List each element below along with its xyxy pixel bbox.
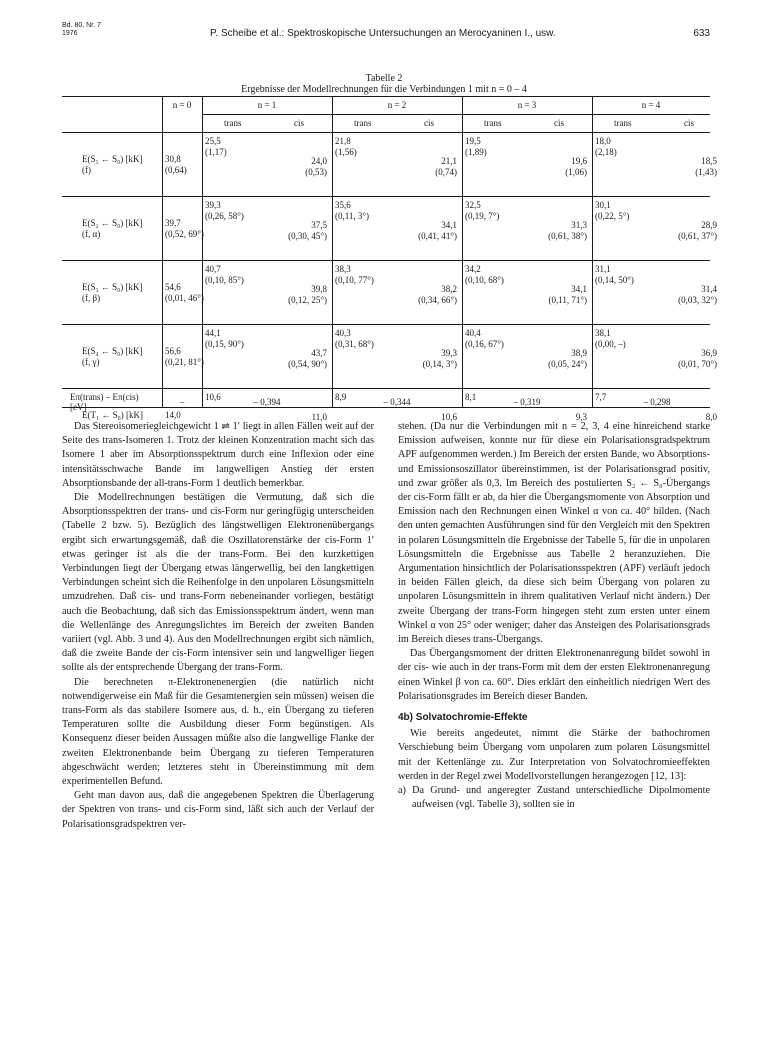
table-cell: 31,3	[571, 220, 587, 230]
table-cell: 25,5	[205, 136, 221, 146]
subheader-cis: cis	[294, 118, 304, 128]
paragraph: Wie bereits angedeutet, nimmt die Stärke der bathochromen Verschiebung beim Übergang vom unpolaren zum polaren Lösungsmittel mit der Kettenlänge zu. Zur Interpretation von Solvatochromieeffekten werden in der Regel zwei Modellvorstellungen herangezogen [12, 13]:	[398, 728, 710, 782]
column-header: n = 2	[387, 100, 407, 110]
table-cell: 19,5	[465, 136, 481, 146]
results-table	[62, 96, 717, 422]
right-text-column	[398, 420, 710, 812]
table-cell: (0,10, 68°)	[465, 275, 504, 285]
table-cell: 35,6	[335, 200, 351, 210]
table-cell: 39,8	[311, 284, 327, 294]
subheader-trans: trans	[484, 118, 502, 128]
table-cell: 40,7	[205, 264, 221, 274]
table-rule	[62, 388, 710, 389]
table-cell: (0,21, 81°)	[165, 357, 204, 367]
table-cell: 38,3	[335, 264, 351, 274]
table-rule	[62, 324, 710, 325]
table-cell: (1,17)	[205, 147, 227, 157]
journal-volume: Bd. 80, Nr. 7 1976	[62, 22, 101, 37]
table-cell: 32,5	[465, 200, 481, 210]
table-cell: (0,64)	[165, 165, 187, 175]
table-cell: – 0,298	[643, 397, 671, 407]
table-rule	[62, 260, 710, 261]
table-rule	[62, 96, 710, 97]
subheader-cis: cis	[684, 118, 694, 128]
table-cell: (0,14, 50°)	[595, 275, 634, 285]
table-cell: (0,10, 77°)	[335, 275, 374, 285]
row-sublabel: (f, γ)	[82, 357, 100, 367]
table-cell: –	[179, 397, 185, 407]
table-cell: (0,11, 71°)	[548, 295, 587, 305]
table-cell: 10,6	[441, 412, 457, 422]
table-cell: (0,12, 25°)	[288, 295, 327, 305]
paragraph: stehen. (Da nur die Verbindungen mit n = 2, 3, 4 eine hinreichend starke Emission aufweisen, konnte nur für diese ein Polarisationsgradspektrum APF aufgenommen werden.) Im Bereich der ersten Bande, wo Absorptions- und Emissionsoszillator übereinstimmen, ist der Polarisationsgrad positiv, und zwar größer als 0,3. Im Bereich des postulierten S₂ ← S₀-Übergangs der cis-Form fällt er ab, da hier die Übergangsmomente von Absorption und Emission nach den Rechnungen einen Winkel α von ca. 40° bilden. (Nach den unten gemachten Ausführungen sind für den Vergleich mit den Spektren in polaren Lösungsmitteln die Ergebnisse der Tabelle 5, für die in unpolaren Lösungsmitteln die Ergebnisse aus Tabelle 2 heranzuziehen. Die Argumentation hinsichtlich der Polarisationsspektren (APF) verläuft jedoch in beiden Fällen gleich, da diese sich beim Übergang von polaren zu unpolaren Lösungsmitteln in ihrem qualitativen Verlauf nicht ändern.) Der zweite Übergang der trans-Form hingegen steht zum ersten unter einem Winkel α von 25° oder weniger; daher das Ansteigen des Polarisationsgrads im Bereich dieses trans-Übergangs.	[398, 421, 710, 646]
table-cell: – 0,344	[383, 397, 411, 407]
table-cell: (0,52, 69°)	[165, 229, 204, 239]
section-heading: 4b) Solvatochromie-Effekte	[398, 712, 528, 724]
table-cell: (0,16, 67°)	[465, 339, 504, 349]
column-header: n = 0	[172, 100, 192, 110]
row-label: E(S₃ ← S₀) [kK]	[82, 282, 143, 292]
table-cell: 56,6	[165, 346, 181, 356]
table-cell: 28,9	[701, 220, 717, 230]
table-cell: 39,7	[165, 218, 181, 228]
table-cell: 18,5	[701, 156, 717, 166]
subheader-cis: cis	[554, 118, 564, 128]
table-cell: 43,7	[311, 348, 327, 358]
table-cell: (0,01, 70°)	[678, 359, 717, 369]
table-cell: (0,11, 3°)	[335, 211, 370, 221]
row-sublabel: (f, α)	[82, 229, 101, 239]
table-rule	[162, 96, 163, 407]
table-cell: 37,5	[311, 220, 327, 230]
table-cell: (0,14, 3°)	[422, 359, 457, 369]
table-cell: 8,9	[335, 392, 347, 402]
table-cell: (0,54, 90°)	[288, 359, 327, 369]
running-title: P. Scheibe et al.: Spektroskopische Untersuchungen an Merocyaninen I., usw.	[210, 28, 556, 39]
table-cell: 9,3	[575, 412, 587, 422]
row-sublabel: (f, β)	[82, 293, 101, 303]
row-label: E(T₁ ← S₀) [kK]	[82, 410, 144, 420]
table-cell: (1,89)	[465, 147, 487, 157]
table-cell: (0,01, 46°)	[165, 293, 204, 303]
table-cell: (0,05, 24°)	[548, 359, 587, 369]
row-label: Eπ(trans) – Eπ(cis)	[70, 392, 139, 402]
table-cell: 31,1	[595, 264, 611, 274]
table-cell: 8,0	[705, 412, 717, 422]
table-cell: 36,9	[701, 348, 717, 358]
table-cell: (1,56)	[335, 147, 357, 157]
column-header: n = 4	[641, 100, 661, 110]
table-cell: – 0,319	[513, 397, 541, 407]
table-cell: (2,18)	[595, 147, 617, 157]
column-header: n = 1	[257, 100, 277, 110]
table-cell: – 0,394	[253, 397, 281, 407]
table-cell: 38,2	[441, 284, 457, 294]
row-sublabel: [eV]	[70, 402, 87, 412]
table-cell: 21,8	[335, 136, 351, 146]
paragraph: Die berechneten π-Elektronenenergien (die natürlich nicht notwendigerweise ein Maß für die Gesamtenergien sein müssen) weisen die trans-Form als das stabilere Isomere aus, d. h., ein Übergang zu tieferen Temperaturen sollte die Ausbildung dieser Form begünstigen. Als Konsequenz dieser beiden Aussagen müßte also die langwellige Flanke der zweiten Elektronenbande beim Übergang zu tieferen Temperaturen abgeschwächt werden; letzteres steht in Übereinstimmung mit dem experimentellen Befund.	[62, 676, 374, 788]
table-cell: (0,00, –)	[595, 339, 626, 349]
table-cell: 7,7	[595, 392, 607, 402]
table-cell: (1,43)	[695, 167, 717, 177]
row-label: E(S₁ ← S₀) [kK]	[82, 154, 143, 164]
paragraph: Das Stereoisomeriegleichgewicht 1 ⇌ 1′ liegt in allen Fällen weit auf der Seite des trans-Isomeren 1. Trotz der kleinen Konzentration macht sich das Isomere 1 aber im Absorptionsspektrum durch eine Inflexion oder eine intensitätsschwache Bande im langwelligen Anstieg der ersten Absorptionsbande der all-trans-Form 1 deutlich bemerkbar.	[62, 421, 374, 489]
table-cell: 40,4	[465, 328, 481, 338]
table-rule	[62, 132, 710, 133]
subheader-trans: trans	[614, 118, 632, 128]
table-cell: (0,53)	[305, 167, 327, 177]
table-cell: 24,0	[311, 156, 327, 166]
left-text-column	[62, 420, 374, 832]
row-sublabel: (f)	[82, 165, 91, 175]
table-cell: (0,03, 32°)	[678, 295, 717, 305]
table-cell: 19,6	[571, 156, 587, 166]
table-cell: (0,10, 85°)	[205, 275, 244, 285]
table-cell: 54,6	[165, 282, 181, 292]
subheader-cis: cis	[424, 118, 434, 128]
table-title: Tabelle 2	[365, 73, 403, 84]
row-label: E(S₂ ← S₀) [kK]	[82, 218, 143, 228]
table-cell: 34,2	[465, 264, 481, 274]
table-cell: (0,22, 5°)	[595, 211, 630, 221]
table-caption: Ergebnisse der Modellrechnungen für die Verbindungen 1 mit n = 0 – 4	[241, 84, 527, 95]
table-cell: (0,74)	[435, 167, 457, 177]
table-cell: 38,9	[571, 348, 587, 358]
table-cell: 18,0	[595, 136, 611, 146]
table-cell: 30,8	[165, 154, 181, 164]
table-cell: 39,3	[441, 348, 457, 358]
table-cell: 34,1	[571, 284, 587, 294]
table-cell: 21,1	[441, 156, 457, 166]
row-label: E(S₄ ← S₀) [kK]	[82, 346, 143, 356]
table-rule	[202, 114, 710, 115]
subheader-trans: trans	[224, 118, 242, 128]
table-cell: (0,34, 66°)	[418, 295, 457, 305]
table-cell: (0,15, 90°)	[205, 339, 244, 349]
table-cell: 8,1	[465, 392, 477, 402]
table-cell: 34,1	[441, 220, 457, 230]
table-cell: (1,06)	[565, 167, 587, 177]
table-rule	[62, 196, 710, 197]
table-cell: (0,61, 38°)	[548, 231, 587, 241]
table-cell: (0,31, 68°)	[335, 339, 374, 349]
table-cell: 10,6	[205, 392, 221, 402]
table-cell: (0,41, 41°)	[418, 231, 457, 241]
subheader-trans: trans	[354, 118, 372, 128]
table-cell: 38,1	[595, 328, 611, 338]
table-cell: 30,1	[595, 200, 611, 210]
paragraph: Geht man davon aus, daß die angegebenen Spektren die Überlagerung der Spektren von trans- und cis-Form sind, läßt sich auch der Verlauf der Polarisationsgradspektren ver-	[62, 790, 374, 830]
table-cell: 44,1	[205, 328, 221, 338]
running-header	[62, 22, 710, 46]
table-cell: (0,19, 7°)	[465, 211, 500, 221]
table-cell: (0,30, 45°)	[288, 231, 327, 241]
list-item: a) Da Grund- und angeregter Zustand unterschiedliche Dipolmomente aufweisen (vgl. Tabelle 3), sollten sie in	[398, 785, 710, 811]
paragraph: Die Modellrechnungen bestätigen die Vermutung, daß sich die Absorptionsspektren der trans- und cis-Form nur geringfügig unterscheiden (Tabelle 2 bzw. 5). Bezüglich des längstwelligen Elektronenübergangs ergibt sich erwartungsgemäß, daß die Oszillatorenstärke der cis-Form 1′ etwas geringer ist als die der trans-Form. Bei den kurzkettigen Verbindungen liegt der Übergang etwas längerwellig, bei den langkettigen Verbindungen scheint sich die Reihenfolge in den unpolaren Lösungsmitteln umzudrehen. Daß cis- und trans-Form nebeneinander vorliegen, bestätigt auch die Beobachtung, daß sich das Emissionsspektrum ändert, wenn man die Wellenlänge des Anregungslichtes im Bereich der zweiten Banden variiert (vgl. Abb. 3 und 4). Aus den Modellrechnungen ergibt sich nämlich, daß die zweite Bande der cis-Form intensiver sein und langwelliger liegen sollte als der entsprechende Übergang der trans-Form.	[62, 492, 374, 674]
table-cell: 11,0	[311, 412, 327, 422]
paragraph: Das Übergangsmoment der dritten Elektronenanregung bildet sowohl in der cis- wie auch in der trans-Form mit dem der ersten Elektronenanregung einen Winkel β von ca. 60°. Dies erklärt den einheitlich niedrigen Wert des Polarisationsgrades im Bereich dieser Banden.	[398, 648, 710, 702]
table-cell: 31,4	[701, 284, 717, 294]
table-cell: 40,3	[335, 328, 351, 338]
table-cell: 39,3	[205, 200, 221, 210]
table-cell: (0,61, 37°)	[678, 231, 717, 241]
page-number: 633	[693, 28, 710, 39]
column-header: n = 3	[517, 100, 537, 110]
table-cell: 14,0	[165, 410, 181, 420]
table-cell: (0,26, 58°)	[205, 211, 244, 221]
